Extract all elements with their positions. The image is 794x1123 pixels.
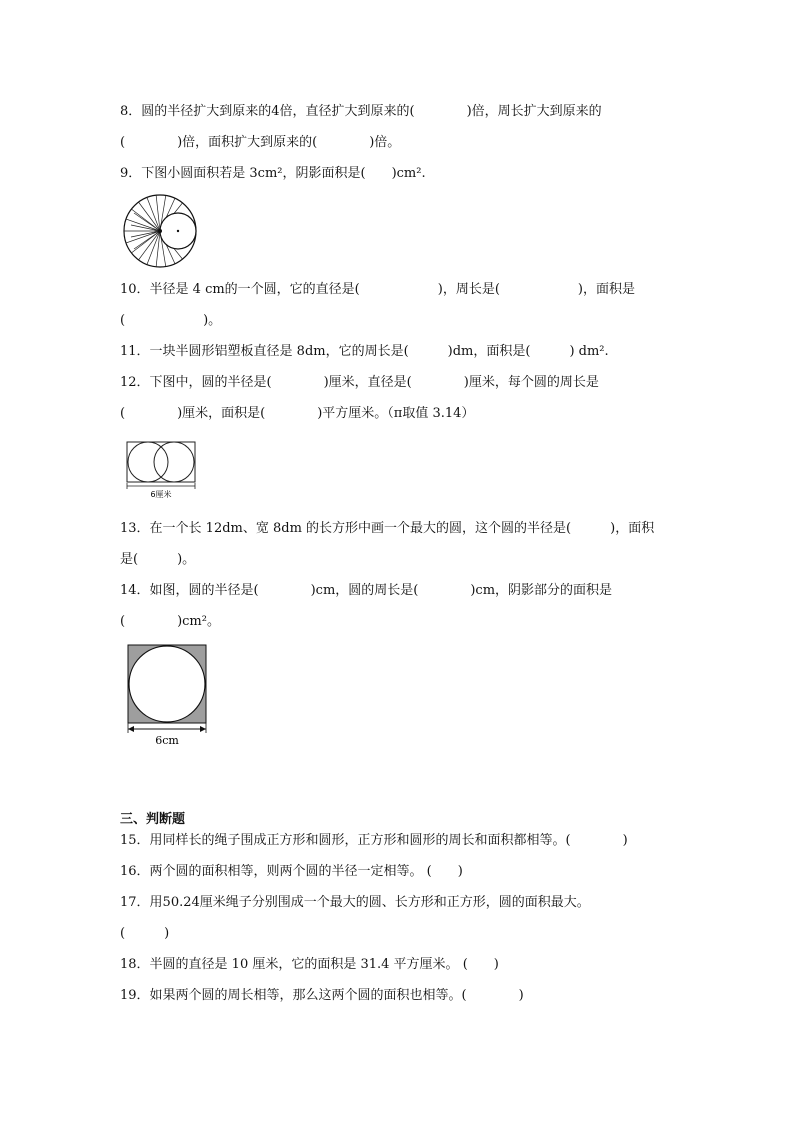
figure-14-circle-in-square [124,643,210,749]
question-13-line-2: 是( )。 [120,552,196,567]
question-10-line-1: 10．半径是 4 cm的一个圆，它的直径是( )，周长是( )，面积是 [120,282,635,297]
question-8-line-2: ( )倍，面积扩大到原来的( )倍。 [120,135,401,150]
question-15: 15．用同样长的绳子围成正方形和圆形，正方形和圆形的周长和面积都相等。( ) [120,833,628,848]
question-11: 11．一块半圆形铝塑板直径是 8dm，它的周长是( )dm，面积是( ) dm². [120,344,609,359]
figure-12-overlapping-circles [124,440,198,500]
figure-9-circles [122,193,200,271]
question-14-line-1: 14．如图，圆的半径是( )cm，圆的周长是( )cm，阴影部分的面积是 [120,583,613,598]
question-17-line-1: 17．用50.24厘米绳子分别围成一个最大的圆、长方形和正方形，圆的面积最大。 [120,895,590,910]
question-8-line-1: 8．圆的半径扩大到原来的4倍，直径扩大到原来的( )倍，周长扩大到原来的 [120,104,602,119]
question-17-line-2: ( ) [120,926,170,941]
figure-12-label: 6厘米 [150,490,172,499]
question-19: 19．如果两个圆的周长相等，那么这两个圆的面积也相等。( ) [120,988,524,1003]
question-12-line-2: ( )厘米，面积是( )平方厘米。（π取值 3.14） [120,406,475,421]
figure-14-label: 6cm [155,734,179,747]
question-14-line-2: ( )cm²。 [120,614,220,629]
question-9: 9．下图小圆面积若是 3cm²，阴影面积是( )cm². [120,166,426,181]
question-13-line-1: 13．在一个长 12dm、宽 8dm 的长方形中画一个最大的圆，这个圆的半径是( )，面积 [120,521,655,536]
question-12-line-1: 12．下图中，圆的半径是( )厘米，直径是( )厘米，每个圆的周长是 [120,375,599,390]
section-three-heading: 三、判断题 [120,812,186,827]
question-10-line-2: ( )。 [120,313,222,328]
question-18: 18．半圆的直径是 10 厘米，它的面积是 31.4 平方厘米。 ( ) [120,957,499,972]
question-16: 16．两个圆的面积相等，则两个圆的半径一定相等。 ( ) [120,864,463,879]
